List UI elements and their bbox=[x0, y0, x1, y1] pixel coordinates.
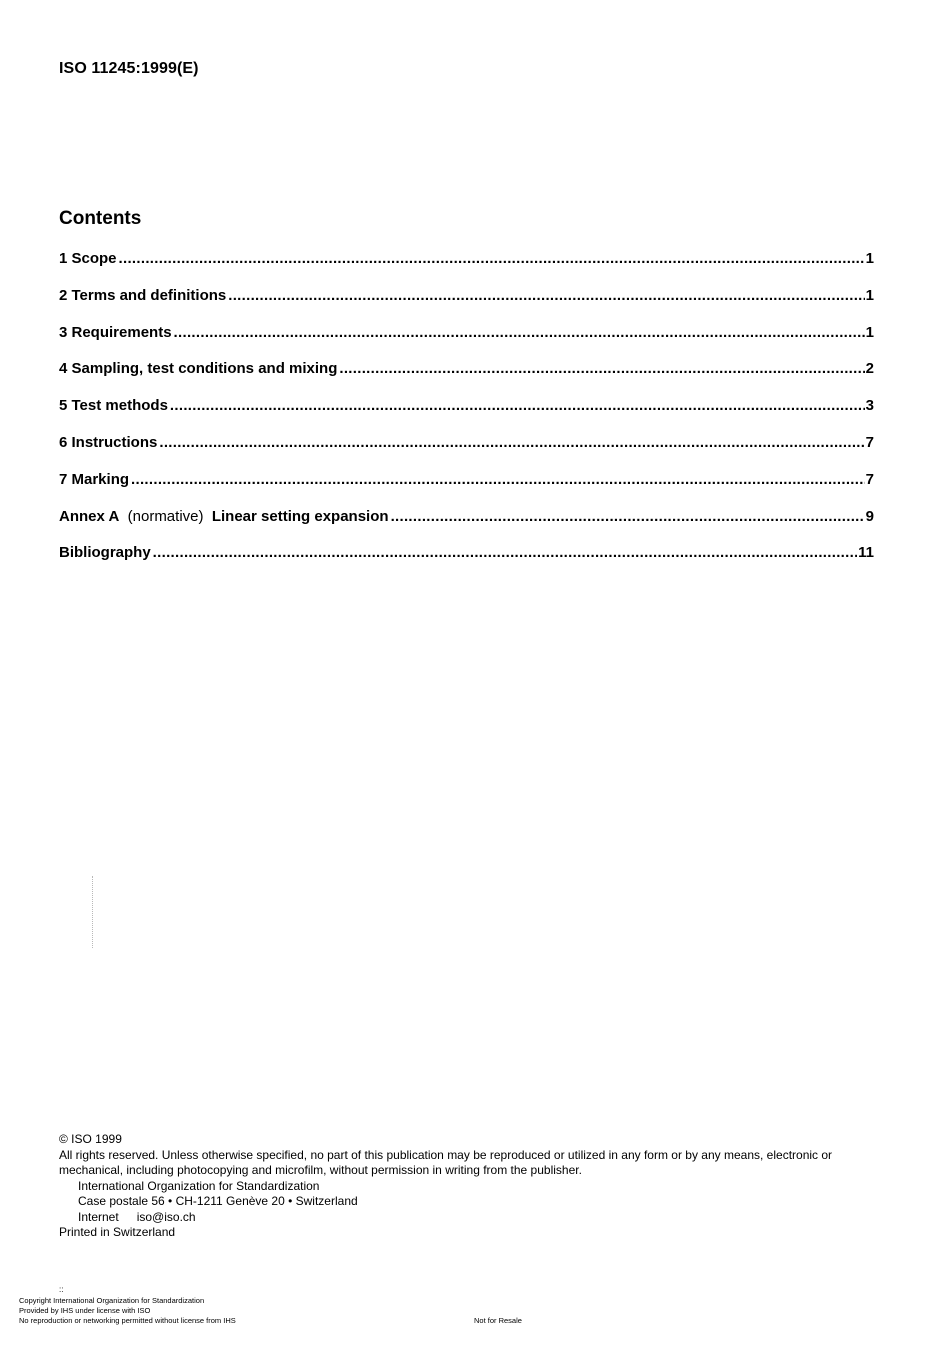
toc-page-number: 1 bbox=[865, 323, 874, 341]
annex-type: (normative) bbox=[127, 507, 204, 525]
toc-leader-dots bbox=[174, 324, 865, 341]
toc-page-number: 11 bbox=[858, 544, 874, 562]
toc-label: 3 Requirements bbox=[59, 323, 172, 341]
toc-label: 1 Scope bbox=[59, 250, 117, 267]
toc-page-number: 1 bbox=[865, 286, 874, 304]
toc-page-number: 9 bbox=[865, 507, 874, 525]
internet-label: Internet bbox=[78, 1209, 119, 1224]
toc-page-number: 7 bbox=[865, 470, 874, 488]
copyright-notice bbox=[59, 1132, 879, 1241]
toc-page-number: 7 bbox=[865, 433, 874, 451]
rights-statement: All rights reserved. Unless otherwise specified, no part of this publication may be reproduced or utilized in any form or by any means, electronic or mechanical, including photocopying and microfilm, without permission in writing from the publisher. bbox=[59, 1147, 833, 1177]
toc-entry-instructions[interactable] bbox=[59, 434, 874, 471]
license-footer bbox=[19, 1296, 236, 1326]
toc-page-number: 2 bbox=[865, 360, 874, 378]
footer-restriction: No reproduction or networking permitted without license from IHS bbox=[19, 1316, 236, 1325]
footer-mark: :: bbox=[59, 1285, 64, 1294]
toc-label: 6 Instructions bbox=[59, 433, 158, 451]
document-id-header: ISO 11245:1999(E) bbox=[59, 60, 199, 77]
toc-entry-marking[interactable] bbox=[59, 471, 874, 508]
toc-leader-dots bbox=[159, 434, 864, 451]
toc-leader-dots bbox=[131, 471, 865, 488]
toc-leader-dots bbox=[339, 360, 864, 377]
copyright-line: © ISO 1999 bbox=[59, 1132, 122, 1146]
internet-email[interactable]: iso@iso.ch bbox=[136, 1209, 196, 1224]
toc-label: 2 Terms and definitions bbox=[59, 286, 227, 304]
toc-entry-requirements[interactable] bbox=[59, 324, 874, 361]
toc-leader-dots bbox=[391, 508, 865, 525]
printed-location: Printed in Switzerland bbox=[59, 1225, 176, 1239]
annex-id: Annex A bbox=[59, 507, 120, 525]
organization-name: International Organization for Standardization bbox=[78, 1178, 320, 1193]
postal-address: Case postale 56 • CH-1211 Genève 20 • Switzerland bbox=[78, 1194, 358, 1208]
footer-copyright: Copyright International Organization for Standardization bbox=[19, 1296, 205, 1305]
toc-label-annex bbox=[59, 508, 389, 525]
toc-page-number: 1 bbox=[865, 250, 874, 267]
toc-leader-dots bbox=[170, 397, 865, 414]
toc-entry-test-methods[interactable] bbox=[59, 397, 874, 434]
toc-entry-scope[interactable] bbox=[59, 250, 874, 287]
internet-contact bbox=[59, 1210, 879, 1226]
table-of-contents bbox=[59, 250, 874, 581]
toc-leader-dots bbox=[119, 250, 865, 267]
toc-label: 4 Sampling, test conditions and mixing bbox=[59, 360, 338, 378]
contents-title: Contents bbox=[59, 208, 142, 229]
footer-provider: Provided by IHS under license with ISO bbox=[19, 1306, 151, 1315]
scan-margin-mark bbox=[92, 876, 95, 948]
toc-entry-terms-and-definitions[interactable] bbox=[59, 287, 874, 324]
toc-leader-dots bbox=[153, 544, 857, 561]
toc-label: 7 Marking bbox=[59, 470, 130, 488]
toc-entry-bibliography[interactable] bbox=[59, 544, 874, 581]
not-for-resale: Not for Resale bbox=[474, 1316, 522, 1325]
toc-label: Bibliography bbox=[59, 544, 151, 562]
toc-label: 5 Test methods bbox=[59, 397, 168, 415]
annex-title: Linear setting expansion bbox=[211, 507, 389, 525]
toc-leader-dots bbox=[228, 287, 864, 304]
toc-entry-sampling[interactable] bbox=[59, 360, 874, 397]
toc-entry-annex-a[interactable] bbox=[59, 508, 874, 545]
toc-page-number: 3 bbox=[865, 397, 874, 415]
